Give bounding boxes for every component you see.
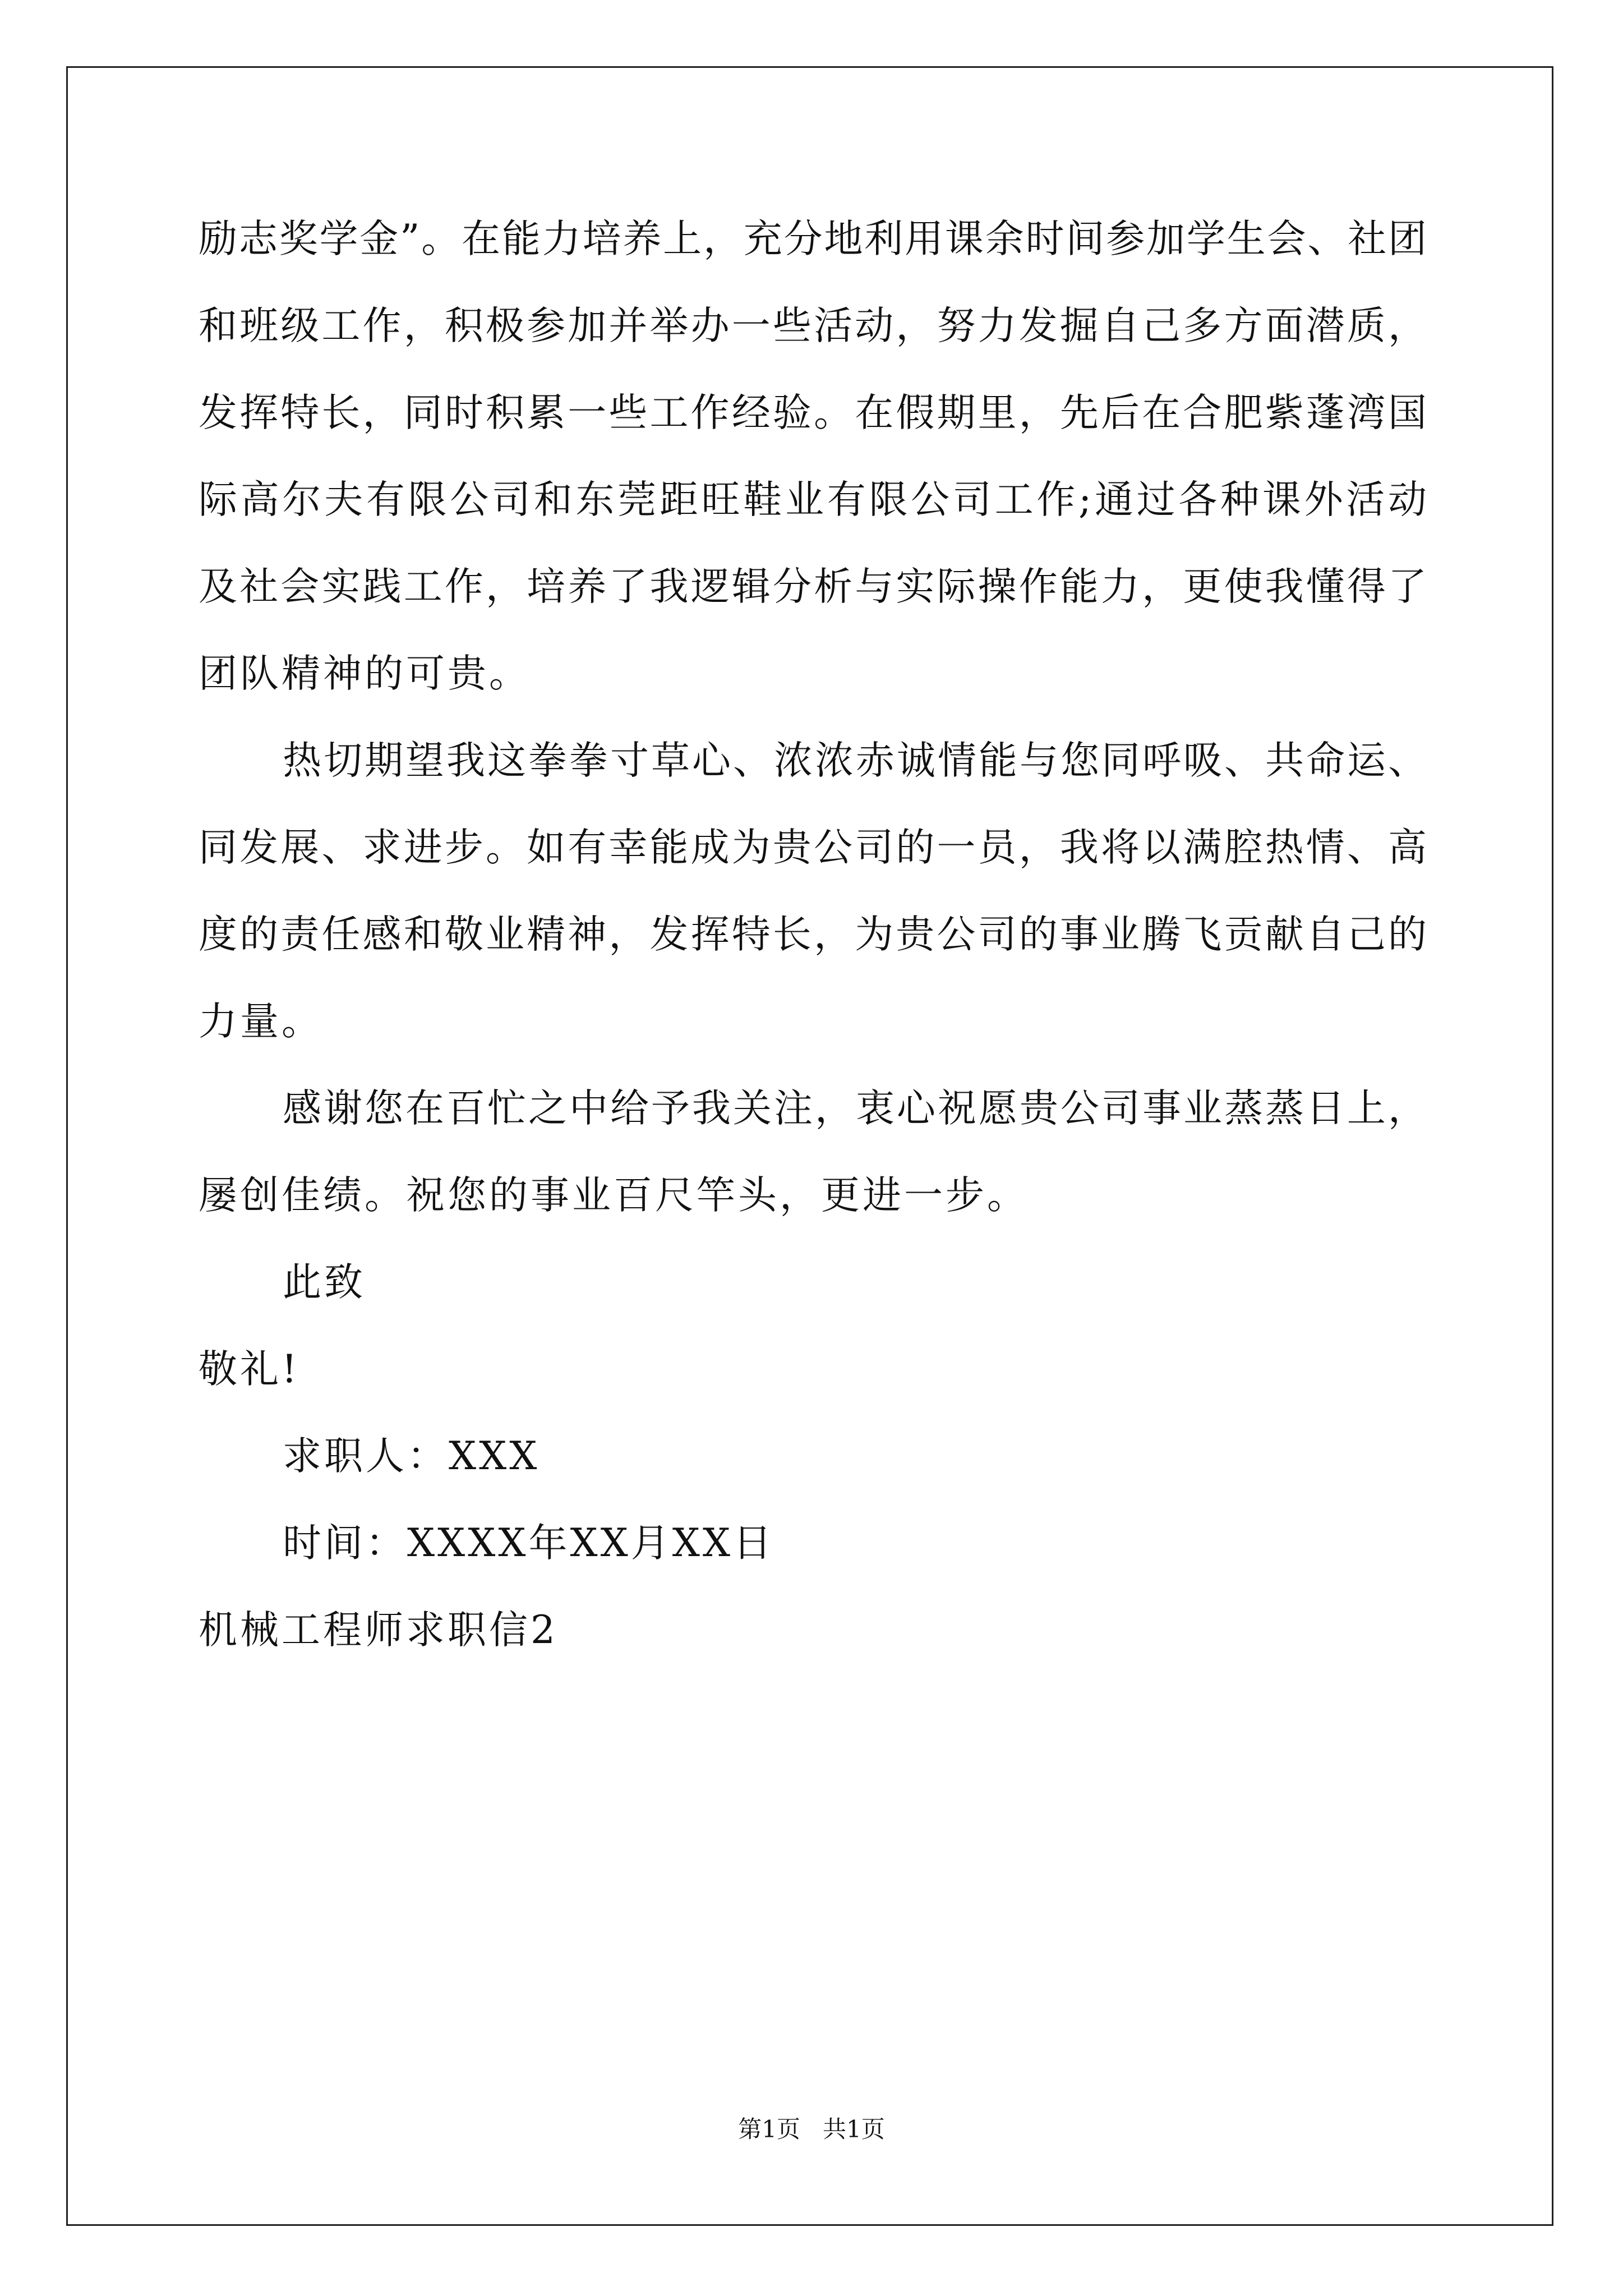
paragraph-line: 度的责任感和敬业精神，发挥特长，为贵公司的事业腾飞贡献自己的 [199, 912, 1427, 957]
paragraph-line: 际高尔夫有限公司和东莞距旺鞋业有限公司工作;通过各种课外活动 [199, 477, 1427, 522]
paragraph-line: 感谢您在百忙之中给予我关注，衷心祝愿贵公司事业蒸蒸日上， [283, 1086, 1427, 1131]
paragraph-line: 和班级工作，积极参加并举办一些活动，努力发掘自己多方面潜质， [199, 303, 1427, 348]
closing-text: 此致 [283, 1260, 366, 1305]
paragraph-line: 发挥特长，同时积累一些工作经验。在假期里，先后在合肥紫蓬湾国 [199, 390, 1427, 435]
paragraph-line: 励志奖学金”。在能力培养上，充分地利用课余时间参加学生会、社团 [199, 217, 1427, 261]
paragraph-line: 团队精神的可贵。 [199, 651, 531, 696]
section-heading: 机械工程师求职信2 [199, 1608, 558, 1653]
paragraph-line: 热切期望我这拳拳寸草心、浓浓赤诚情能与您同呼吸、共命运、 [283, 738, 1427, 783]
salutation-text: 敬礼! [199, 1347, 300, 1392]
applicant-signature: 求职人：XXX [283, 1434, 540, 1479]
paragraph-line: 同发展、求进步。如有幸能成为贵公司的一员，我将以满腔热情、高 [199, 825, 1427, 870]
page-number: 第1页 共1页 [738, 2115, 885, 2143]
paragraph-line: 屡创佳绩。祝您的事业百尺竿头，更进一步。 [199, 1173, 1029, 1218]
date-line: 时间：XXXX年XX月XX日 [283, 1521, 774, 1566]
paragraph-line: 及社会实践工作，培养了我逻辑分析与实际操作能力，更使我懂得了 [199, 564, 1427, 609]
paragraph-line: 力量。 [199, 999, 323, 1044]
